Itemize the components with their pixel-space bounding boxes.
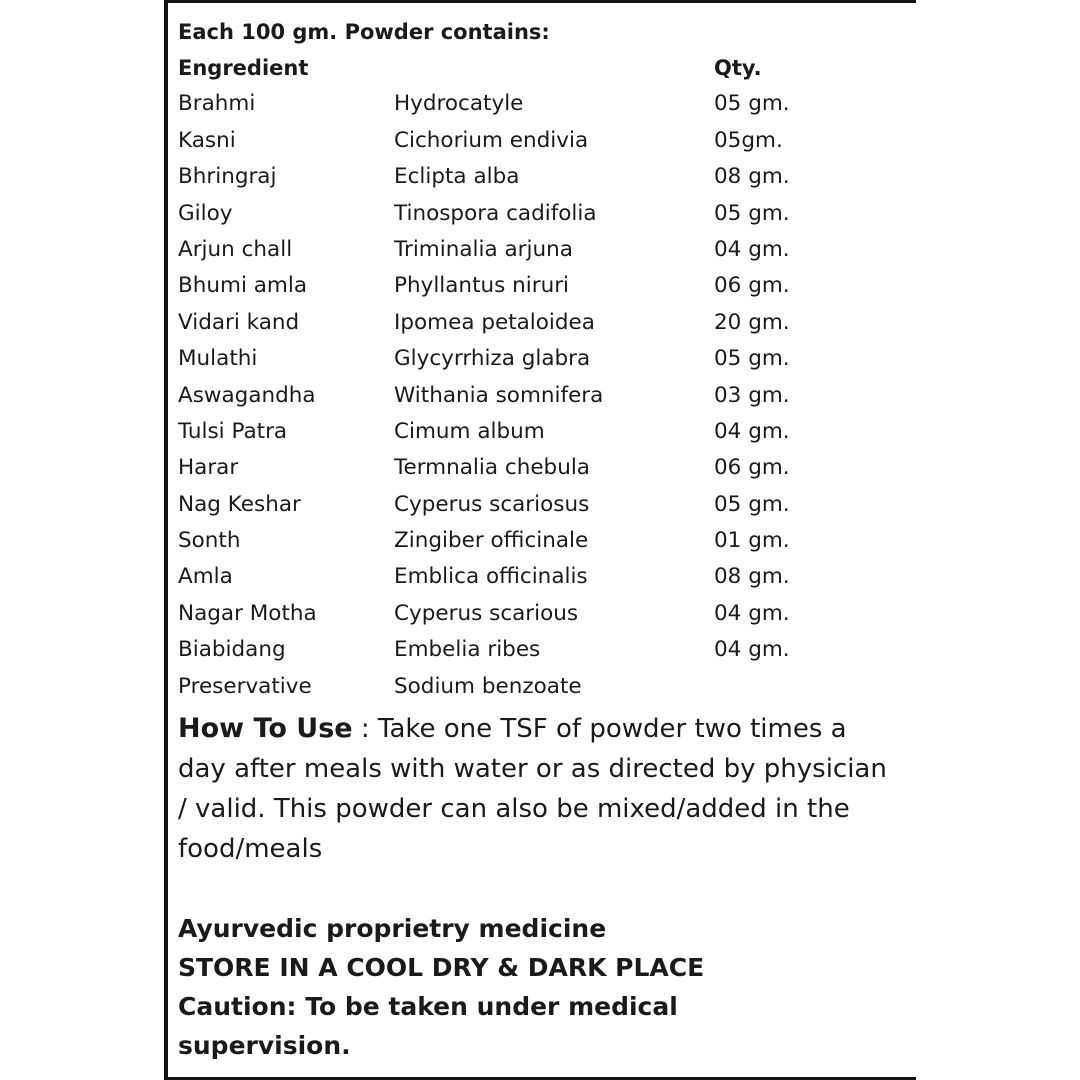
table-row [178,305,898,341]
ingredient-name: Bhringraj [178,164,277,190]
storage-note: STORE IN A COOL DRY & DARK PLACE [178,953,705,983]
botanical-name: Phyllantus niruri [394,273,570,299]
ingredient-name: Vidari kand [178,309,300,335]
how-to-use-section [178,709,893,869]
ingredient-name: Aswagandha [178,382,316,408]
quantity: 05gm. [714,127,783,153]
botanical-name: Cyperus scarious [394,600,579,626]
medicine-type-note: Ayurvedic proprietry medicine [178,914,607,944]
botanical-name: Eclipta alba [394,164,520,190]
ingredient-name: Kasni [178,127,236,153]
column-header-ingredient: Engredient [178,56,309,80]
ingredient-name: Brahmi [178,91,256,117]
table-row [178,341,898,377]
quantity: 20 gm. [714,309,790,335]
quantity: 05 gm. [714,346,790,372]
composition-heading: Each 100 gm. Powder contains: [178,20,550,44]
table-row [178,232,898,268]
quantity: 01 gm. [714,528,790,554]
quantity: 06 gm. [714,273,790,299]
table-row [178,159,898,195]
botanical-name: Cimum album [394,418,545,444]
caution-note: Caution: To be taken under medical supervision. [178,992,678,1061]
table-row [178,559,898,595]
table-row [178,123,898,159]
footer-notes [178,909,898,1065]
botanical-name: Ipomea petaloidea [394,309,595,335]
table-row [178,268,898,304]
table-row [178,86,898,122]
table-row [178,450,898,486]
ingredient-table [178,50,898,705]
botanical-name: Withania somnifera [394,382,604,408]
how-to-use-title: How To Use [178,713,353,745]
table-row [178,414,898,450]
quantity [714,669,834,705]
ingredient-name: Nagar Motha [178,600,317,626]
ingredient-name: Amla [178,564,233,590]
table-row [178,596,898,632]
quantity: 08 gm. [714,164,790,190]
ingredient-name: Tulsi Patra [178,418,288,444]
quantity: 05 gm. [714,91,790,117]
quantity: 05 gm. [714,491,790,517]
top-border-line [164,0,916,3]
quantity: 04 gm. [714,418,790,444]
ingredient-name: Nag Keshar [178,491,301,517]
botanical-name: Zingiber officinale [394,528,589,554]
quantity: 05 gm. [714,200,790,226]
table-row [178,523,898,559]
quantity: 04 gm. [714,637,790,663]
ingredient-name: Bhumi amla [178,273,308,299]
quantity: 06 gm. [714,455,790,481]
botanical-name: Triminalia arjuna [394,236,573,262]
botanical-name: Tinospora cadifolia [394,200,597,226]
ingredient-name: Preservative [178,673,312,699]
quantity: 04 gm. [714,600,790,626]
how-to-use-text: Take one TSF of powder two times a day after meals with water or as directed by physician / valid. This powder can also be mixed/added in the food/meals [178,714,887,865]
botanical-name: Termnalia chebula [394,455,590,481]
botanical-name: Cichorium endivia [394,127,589,153]
table-row [178,669,898,705]
botanical-name: Hydrocatyle [394,91,524,117]
botanical-name: Sodium benzoate [394,673,582,699]
column-header-botanical [394,50,714,86]
ingredient-name: Biabidang [178,637,286,663]
how-to-use-separator: : [352,714,378,745]
ingredient-name: Arjun chall [178,236,293,262]
ingredient-name: Harar [178,455,239,481]
left-border-line [164,0,168,1080]
column-header-qty: Qty. [714,56,762,80]
botanical-name: Cyperus scariosus [394,491,590,517]
ingredient-name: Sonth [178,528,241,554]
table-row [178,196,898,232]
table-row [178,487,898,523]
quantity: 04 gm. [714,236,790,262]
botanical-name: Glycyrrhiza glabra [394,346,591,372]
table-row [178,632,898,668]
ingredient-name: Mulathi [178,346,258,372]
quantity: 08 gm. [714,564,790,590]
ingredient-name: Giloy [178,200,233,226]
ingredient-label [178,14,898,1065]
table-row [178,378,898,414]
quantity: 03 gm. [714,382,790,408]
botanical-name: Emblica officinalis [394,564,588,590]
table-header-row [178,50,898,86]
botanical-name: Embelia ribes [394,637,541,663]
